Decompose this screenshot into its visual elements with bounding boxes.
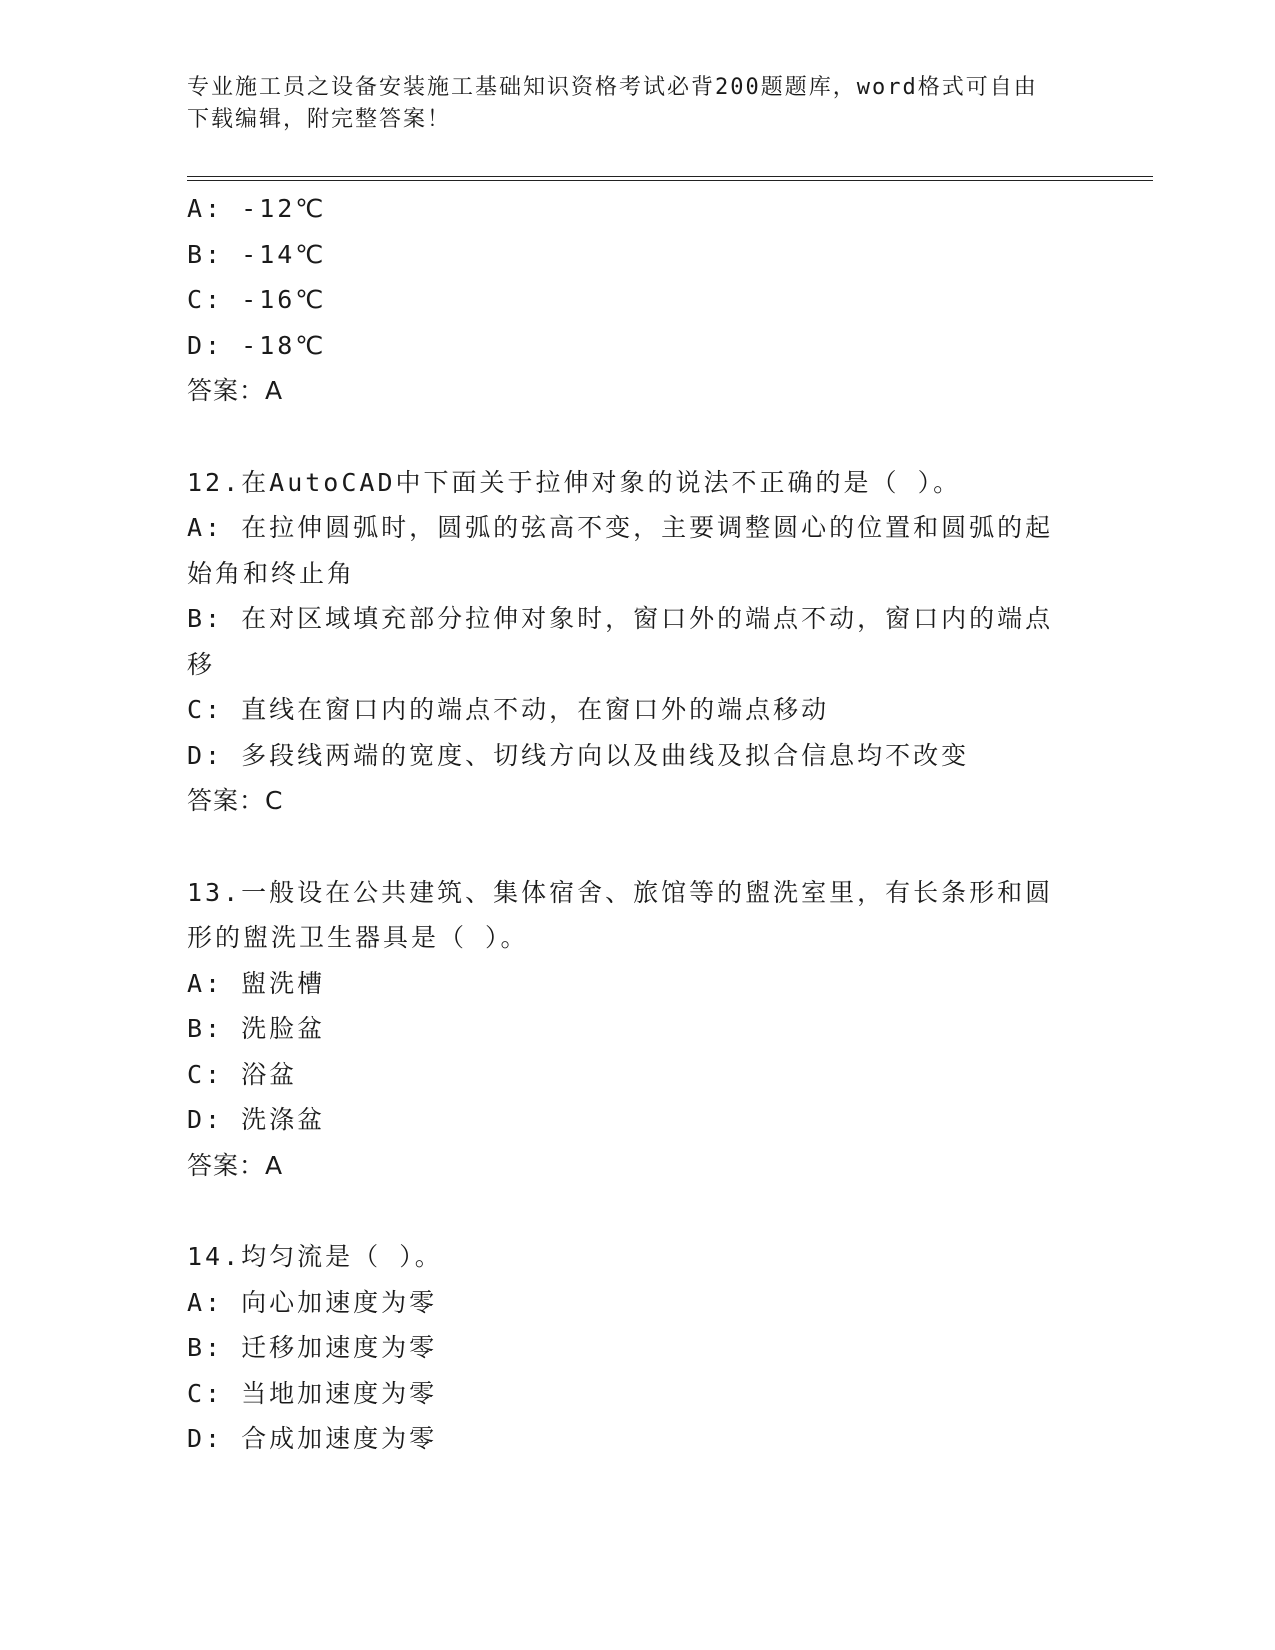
question-12	[187, 460, 1087, 824]
option-c: C: 浴盆	[187, 1059, 298, 1089]
header-title-line-2: 下载编辑，附完整答案！	[187, 107, 452, 132]
option-b: B: 洗脸盆	[187, 1014, 326, 1043]
option-a: A: 向心加速度为零	[187, 1287, 438, 1317]
option-d: D: 多段线两端的宽度、切线方向以及曲线及拟合信息均不改变	[187, 740, 970, 770]
answer-line: 答案：A	[187, 376, 284, 405]
question-11	[187, 186, 1087, 414]
answer-line: 答案：A	[187, 1150, 284, 1180]
option-a: A: 在拉伸圆弧时，圆弧的弦高不变，主要调整圆心的位置和圆弧的起	[187, 513, 1054, 542]
question-spacer	[187, 1188, 1087, 1234]
option-b: B: 迁移加速度为零	[187, 1333, 438, 1362]
question-stem: 12.在AutoCAD中下面关于拉伸对象的说法不正确的是（ ）。	[187, 467, 962, 497]
option-c: C: -16℃	[187, 285, 327, 314]
option-a: A: 盥洗槽	[187, 968, 326, 998]
option-b: B: 在对区域填充部分拉伸对象时，窗口外的端点不动，窗口内的端点	[187, 604, 1054, 633]
option-a-continued: 始角和终止角	[187, 558, 356, 588]
question-list	[187, 186, 1087, 1462]
question-spacer	[187, 824, 1087, 870]
document-header	[187, 72, 1067, 136]
option-d: D: 洗涤盆	[187, 1105, 326, 1134]
header-divider	[187, 176, 1153, 181]
question-14	[187, 1234, 1087, 1462]
question-stem: 14.均匀流是（ ）。	[187, 1242, 443, 1271]
option-c: C: 直线在窗口内的端点不动，在窗口外的端点移动	[187, 695, 830, 724]
option-b-continued: 移	[187, 649, 216, 679]
option-d: D: 合成加速度为零	[187, 1424, 438, 1453]
answer-line: 答案：C	[187, 786, 284, 815]
option-d: D: -18℃	[187, 330, 327, 360]
question-stem-continued: 形的盥洗卫生器具是（ ）。	[187, 923, 529, 952]
option-b: B: -14℃	[187, 239, 327, 269]
option-c: C: 当地加速度为零	[187, 1378, 438, 1408]
header-title-line-1: 专业施工员之设备安装施工基础知识资格考试必背200题题库，word格式可自由	[187, 75, 1038, 100]
question-spacer	[187, 414, 1087, 460]
question-13	[187, 870, 1087, 1189]
option-a: A: -12℃	[187, 194, 327, 223]
question-stem: 13.一般设在公共建筑、集体宿舍、旅馆等的盥洗室里，有长条形和圆	[187, 877, 1054, 907]
